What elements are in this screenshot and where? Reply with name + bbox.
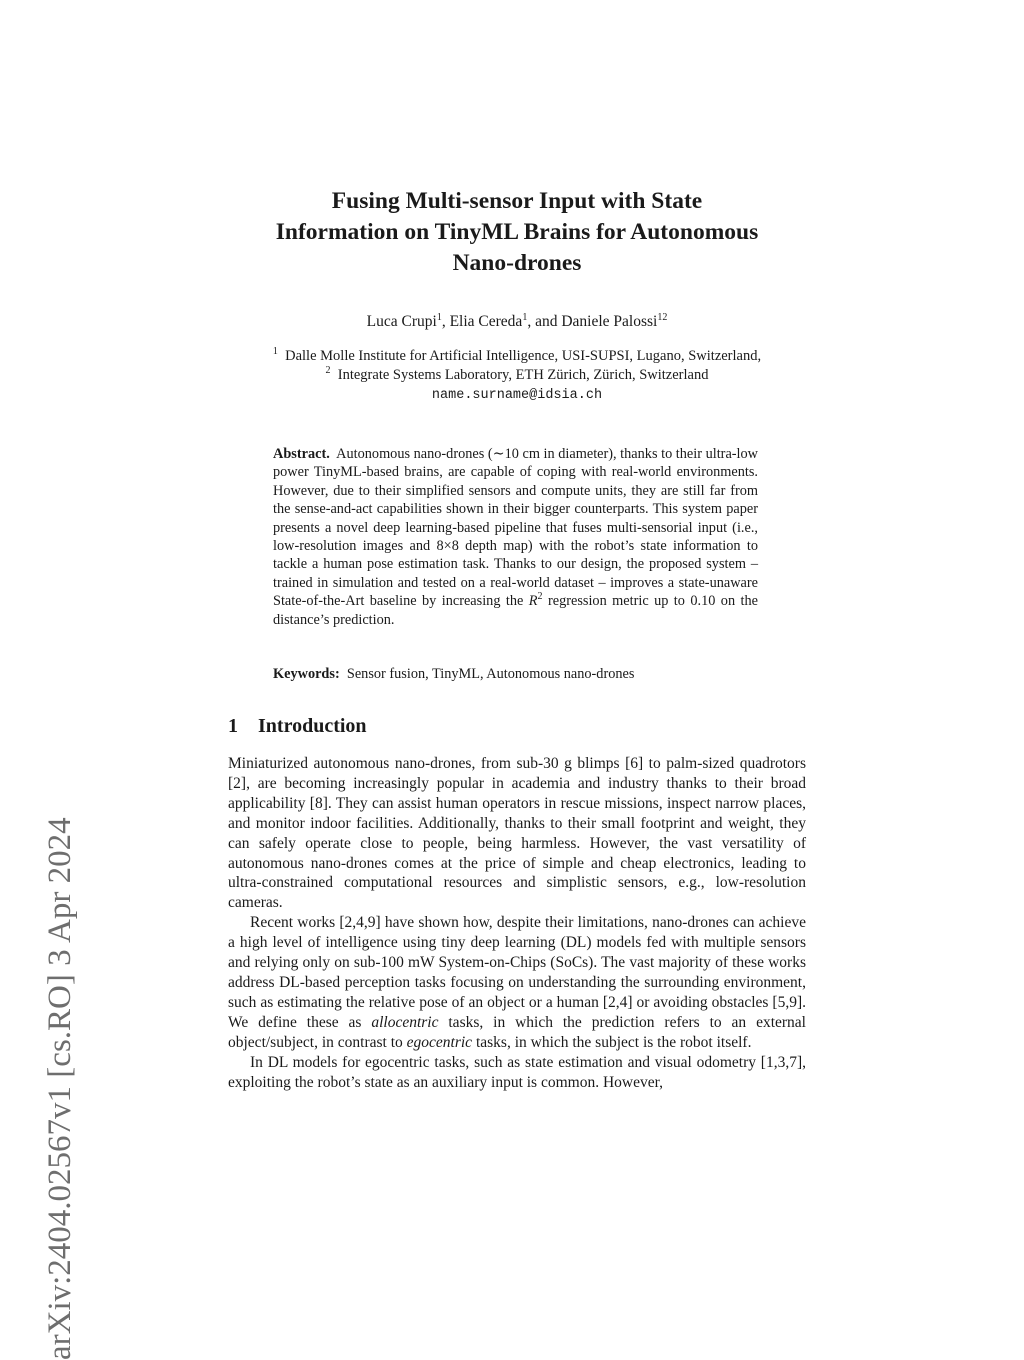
section-body — [228, 754, 806, 1092]
section-heading — [228, 713, 806, 739]
arxiv-identifier: arXiv:2404.02567v1 [cs.RO] 3 Apr 2024 — [42, 817, 78, 1360]
keywords-text: Sensor fusion, TinyML, Autonomous nano-drones — [346, 666, 635, 682]
affiliations — [228, 347, 806, 405]
paper-title — [228, 186, 806, 279]
keywords-label: Keywords: — [273, 666, 340, 682]
author-affil-marker: 1 — [522, 311, 528, 323]
section-title: Introduction — [258, 715, 367, 737]
author-affil-marker: 12 — [657, 311, 668, 323]
abstract-label: Abstract. — [273, 446, 330, 462]
title-line-1: Fusing Multi-sensor Input with State — [331, 188, 703, 214]
term-allocentric: allocentric — [371, 1013, 439, 1031]
author-name: Elia Cereda — [449, 313, 523, 330]
paragraph-2-text-2: tasks, in which the prediction refers to an external object/subject, in contrast to — [228, 1013, 806, 1051]
paragraph-2-text-3: tasks, in which the subject is the robot itself. — [472, 1033, 752, 1051]
section-number: 1 — [228, 715, 238, 737]
affiliation-1: Dalle Molle Institute for Artificial Intelligence, USI-SUPSI, Lugano, Switzerland, — [285, 348, 762, 364]
author-list — [228, 312, 806, 332]
author-name: Daniele Palossi — [561, 313, 658, 330]
affil-marker: 1 — [272, 346, 278, 358]
author-name: Luca Crupi — [366, 313, 437, 330]
title-line-3: Nano-drones — [452, 250, 582, 276]
abstract — [273, 445, 758, 629]
abstract-text-1: Autonomous nano-drones (∼10 cm in diameter), thanks to their ultra-low power TinyML-based brains, are capable of coping with real-world environments. However, due to their simplified sensors and compute units, they are still far from the sense-and-act capabilities shown in their bigger counterparts. This system paper presents a novel deep learning-based pipeline that fuses multi-sensorial input (i.e., low-resolution images and 8×8 depth map) with the robot’s state information to tackle a human pose estimation task. Thanks to our design, the proposed system – trained in simulation and tested on a real-world dataset – improves a state-unaware State-of-the-Art baseline by increasing the — [273, 446, 758, 610]
title-line-2: Information on TinyML Brains for Autonomous — [275, 219, 759, 245]
paragraph-2-text-1: Recent works [2,4,9] have shown how, despite their limitations, nano-drones can achieve a high level of intelligence using tiny deep learning (DL) models fed with multiple sensors and relying only on sub-100 mW System-on-Chips (SoCs). The vast majority of these works address DL-based perception tasks focusing on understanding the surrounding environment, such as estimating the relative pose of an object or a human [2,4] or avoiding obstacles [5,9]. We define these as — [228, 914, 806, 1031]
author-separator: , and — [527, 313, 562, 330]
paragraph-1: Miniaturized autonomous nano-drones, from sub-30 g blimps [6] to palm-sized quadrotors [2], are becoming increasingly popular in academia and industry thanks to their broad applicability [8]. They can assist human operators in rescue missions, inspect narrow places, and monitor indoor facilities. Additionally, thanks to their small footprint and weight, they can safely operate close to people, being harmless. However, the vast versatility of autonomous nano-drones comes at the price of simple and cheap electronics, leading to ultra-constrained computational resources and simplistic sensors, e.g., low-resolution cameras. — [228, 755, 806, 912]
affil-marker: 2 — [325, 365, 331, 377]
r-superscript: 2 — [537, 591, 543, 603]
keywords — [273, 665, 758, 683]
author-separator: , — [441, 313, 450, 330]
contact-email: name.surname@idsia.ch — [431, 388, 603, 403]
r-symbol: R — [528, 593, 538, 610]
affiliation-2: Integrate Systems Laboratory, ETH Zürich, Zürich, Switzerland — [337, 367, 709, 383]
abstract-text-2: regression metric up to 0.10 on the distance’s prediction. — [273, 593, 758, 628]
term-egocentric: egocentric — [406, 1033, 473, 1051]
paragraph-2 — [228, 913, 806, 1052]
paragraph-3: In DL models for egocentric tasks, such as state estimation and visual odometry [1,3,7], exploiting the robot’s state as an auxiliary input is common. However, — [228, 1053, 806, 1091]
author-affil-marker: 1 — [436, 311, 442, 323]
